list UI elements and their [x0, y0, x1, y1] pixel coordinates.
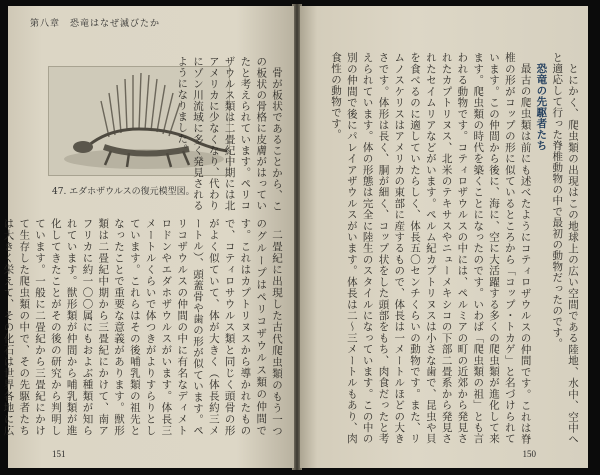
left-page-body [2, 218, 284, 436]
left-page-top-column [176, 56, 284, 211]
paragraph: 最古の爬虫類は前にも述べたようにコティロザウルスの仲間です。これは脊椎の形がコップの形に似ているところから「コップ・トカゲ」と名づけられています。この仲間から後に、海に、空に大活躍する多くの爬虫類が進化して来ます。爬虫類の時代を築くことになったのです。いわば「爬虫類の祖」とも言われる動物です。コティロザウルスの中には、ペルミアの町の近郊から発見されたカプトリヌス、北米のテキサスやニューメキシコの下部二畳系から発見されたセイムリアなどがいます。ぺルム紀カプトリヌスは小さな歯で、昆虫や貝を食べるのに適していたらしく、体長五〇センチくらいの動物です。また、リムノスケリスはアメリカの東部に産するもので、体長は一メートルほどの大きさです。体形は長く、胴が細く、コップ状をした頭部をもち、肉食だったと考えられています。体の形態は完全に陸生のスタイルになっています。この中の別の仲間で後にパレイアザウルスがいます。体長は二～三メートルもあり、肉食性の動物です。 [330, 52, 532, 444]
running-header: 第八章 恐竜はなぜ滅びたか [30, 19, 161, 29]
left-page [2, 6, 294, 468]
right-page-body [324, 52, 580, 444]
paragraph: 骨が板状であることから、この板状の骨格に皮膚がはっていたと考えられています。ペリコザウルス類は二畳紀中期には北アメリカに少なくなり、代わりにゾン川流域に多く発見されるようになりました。 [176, 56, 283, 211]
page-number-right: 150 [522, 449, 536, 459]
right-page [300, 6, 588, 468]
section-heading: 恐竜の先駆者たち [535, 62, 548, 151]
paragraph: 二畳紀に出現した古代爬虫類のもう一つのグループはペリコザウルス類の仲間です。これはカプトリヌスから導かれたもので、コティロサウルス類と同じく頭骨の形がよく似ていて、体が大きく（体長約三メートル）、頭蓋骨や歯の形が似ています。ペリコザウルスの仲間の中に有名なディメトロドンやエダホザウルスがいます。体長三メートルくらいで体つきがよりすらりとしています。これらはその後哺乳類の祖先となったことで重要な意義があります。獣形類は二畳紀中期から三畳紀にかけて、南アフリカに約一〇〇属にもおよぶ種類が知られています。獣形類が仲間から哺乳類が進化してきたことがその後の研究から判明しています。一般に二畳紀から三畳紀にかけて生存した爬虫類の中で、その先駆者たちは大きく栄えて、その化石は世界各地に広 [2, 218, 283, 436]
figure-caption: 47. エダホザウルスの復元模型図。 [52, 187, 195, 197]
page-number-left: 151 [52, 449, 66, 459]
paragraph: とにかく、爬虫類の出現はこの地球上の広い空間である陸地、水中、空中へと適応して行った脊椎動物の中で最初の動物だったのです。 [551, 52, 579, 444]
